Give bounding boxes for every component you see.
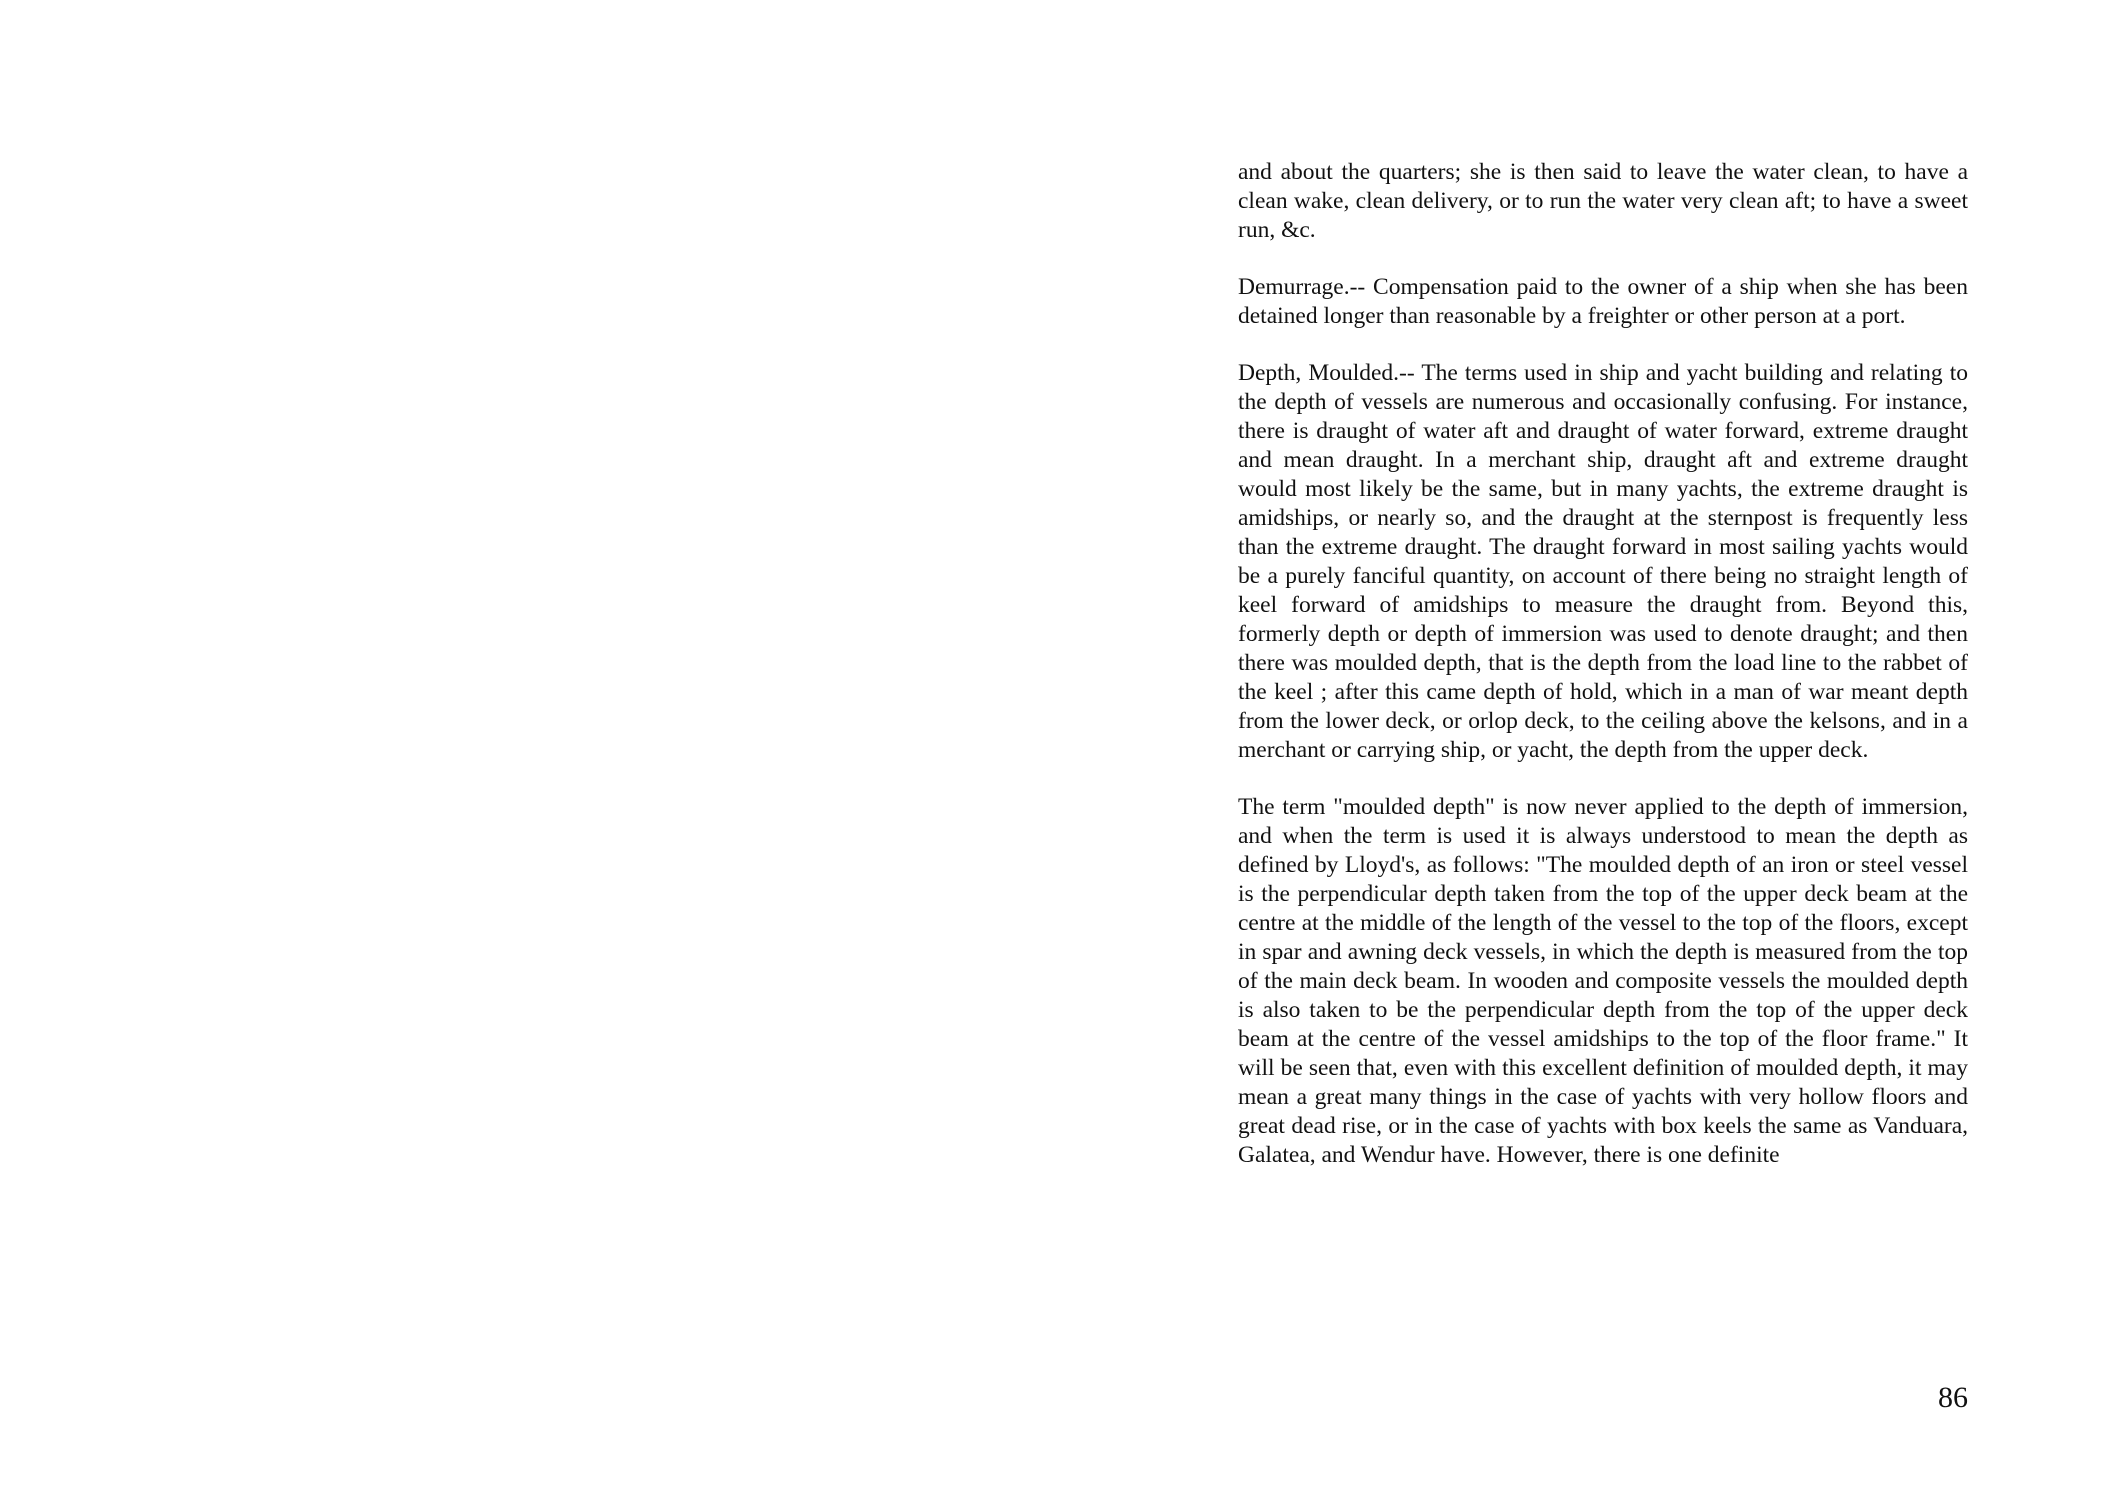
paragraph-clean-wake: and about the quarters; she is then said to leave the water clean, to have a clean wake, clean delivery, or to run the water very clean aft; to have a sweet run, &c. <box>1238 159 1968 243</box>
paragraph-demurrage: Demurrage.-- Compensation paid to the owner of a ship when she has been detained longer than reasonable by a freighter or other person at a port. <box>1238 274 1968 329</box>
page-number: 86 <box>1938 1381 1968 1414</box>
body-text-column <box>1238 158 1968 1170</box>
paragraph-depth-moulded: Depth, Moulded.-- The terms used in ship and yacht building and relating to the depth of vessels are numerous and occasionally confusing. For instance, there is draught of water aft and draught of water forward, extreme draught and mean draught. In a merchant ship, draught aft and extreme draught would most likely be the same, but in many yachts, the extreme draught is amidships, or nearly so, and the draught at the sternpost is frequently less than the extreme draught. The draught forward in most sailing yachts would be a purely fanciful quantity, on account of there being no straight length of keel forward of amidships to measure the draught from. Beyond this, formerly depth or depth of immersion was used to denote draught; and then there was moulded depth, that is the depth from the load line to the rabbet of the keel ; after this came depth of hold, which in a man of war meant depth from the lower deck, or orlop deck, to the ceiling above the kelsons, and in a merchant or carrying ship, or yacht, the depth from the upper deck. <box>1238 360 1968 763</box>
paragraph-moulded-depth-definition: The term "moulded depth" is now never applied to the depth of immersion, and when the term is used it is always understood to mean the depth as defined by Lloyd's, as follows: "The moulded depth of an iron or steel vessel is the perpendicular depth taken from the top of the upper deck beam at the centre at the middle of the length of the vessel to the top of the floors, except in spar and awning deck vessels, in which the depth is measured from the top of the main deck beam. In wooden and composite vessels the moulded depth is also taken to be the perpendicular depth from the top of the upper deck beam at the centre of the vessel amidships to the top of the floor frame." It will be seen that, even with this excellent definition of moulded depth, it may mean a great many things in the case of yachts with very hollow floors and great dead rise, or in the case of yachts with box keels the same as Vanduara, Galatea, and Wendur have. However, there is one definite <box>1238 794 1968 1168</box>
